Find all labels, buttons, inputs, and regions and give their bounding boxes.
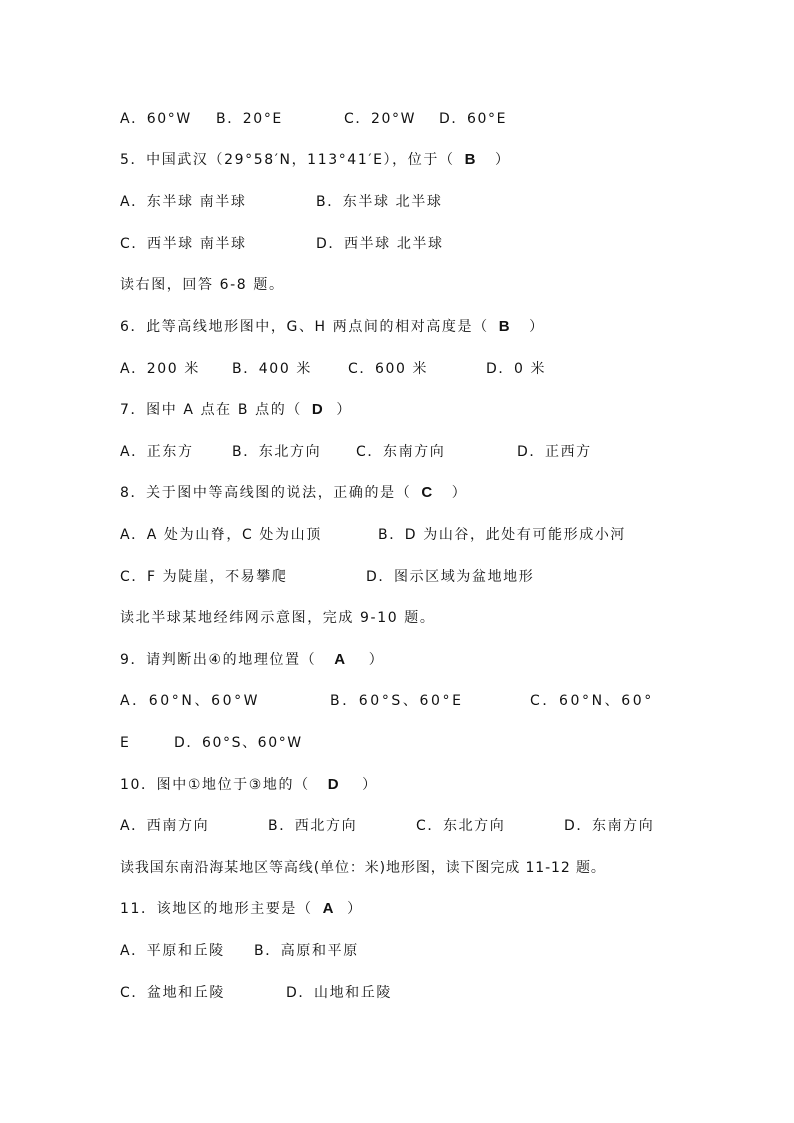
q4-option-a: A．60°W [120, 111, 192, 127]
q10-options [120, 817, 654, 835]
q5-option-b: B．东半球 北半球 [316, 194, 443, 210]
q5-options-row2 [120, 235, 444, 253]
q7-stem [120, 401, 352, 419]
intro-11-12: 读我国东南沿海某地区等高线(单位：米)地形图，读下图完成 11-12 题。 [120, 860, 606, 876]
q9-answer: A [334, 651, 347, 668]
q5-stem [120, 151, 511, 169]
q11-option-c: C．盆地和丘陵 [120, 985, 225, 1001]
q5-options-row1 [120, 193, 442, 211]
q5-text: 5．中国武汉（29°58′N，113°41′E），位于（ [120, 152, 455, 168]
q8-close: ） [451, 485, 468, 501]
q11-close: ） [347, 901, 363, 917]
q7-option-b: B．东北方向 [232, 444, 322, 460]
q4-option-c: C．20°W [344, 111, 417, 127]
intro-6-8: 读右图，回答 6-8 题。 [120, 277, 285, 293]
q11-answer: A [322, 900, 336, 917]
q5-close: ） [495, 152, 511, 168]
q7-option-d: D．正西方 [517, 444, 592, 460]
q11-option-a: A．平原和丘陵 [120, 943, 225, 959]
q8-option-b: B．D 为山谷，此处有可能形成小河 [378, 527, 627, 543]
q8-options-row2 [120, 568, 534, 586]
q7-option-a: A．正东方 [120, 444, 194, 460]
q4-options [120, 110, 507, 128]
q6-text: 6．此等高线地形图中，G、H 两点间的相对高度是（ [120, 319, 489, 335]
q9-options-row1 [120, 692, 654, 710]
q9-stem [120, 651, 384, 669]
q10-option-d: D．东南方向 [564, 818, 655, 834]
q10-close: ） [362, 777, 378, 793]
q11-options-row1 [120, 942, 359, 960]
q9-option-c-cont: E [120, 735, 131, 751]
q8-option-a: A．A 处为山脊，C 处为山顶 [120, 527, 322, 543]
q11-option-b: B．高原和平原 [254, 943, 359, 959]
q6-options [120, 360, 546, 378]
q11-stem [120, 900, 363, 918]
q11-options-row2 [120, 984, 392, 1002]
q10-option-a: A．西南方向 [120, 818, 210, 834]
q4-option-d: D．60°E [439, 111, 508, 127]
q7-option-c: C．东南方向 [356, 444, 446, 460]
q6-option-c: C．600 米 [348, 361, 429, 377]
q8-text: 8．关于图中等高线图的说法，正确的是（ [120, 485, 412, 501]
q8-option-d: D．图示区域为盆地地形 [366, 569, 535, 585]
q10-option-c: C．东北方向 [416, 818, 506, 834]
q10-answer: D [327, 776, 341, 793]
intro-9-10: 读北半球某地经纬网示意图，完成 9-10 题。 [120, 610, 436, 626]
q9-option-a: A．60°N、60°W [120, 693, 261, 709]
q5-option-c: C．西半球 南半球 [120, 236, 247, 252]
q6-answer: B [498, 318, 512, 335]
q5-option-a: A．东半球 南半球 [120, 194, 247, 210]
q7-close: ） [336, 402, 352, 418]
q6-option-a: A．200 米 [120, 361, 200, 377]
q5-option-d: D．西半球 北半球 [316, 236, 444, 252]
q6-option-d: D．0 米 [486, 361, 547, 377]
q9-option-b: B．60°S、60°E [330, 693, 464, 709]
q8-option-c: C．F 为陡崖，不易攀爬 [120, 569, 288, 585]
q8-options-row1 [120, 526, 626, 544]
q11-text: 11．该地区的地形主要是（ [120, 901, 313, 917]
q9-close: ） [368, 652, 385, 668]
q9-option-c: C．60°N、60° [530, 693, 654, 709]
q7-answer: D [311, 401, 325, 418]
q9-options-row2 [120, 734, 303, 752]
q5-answer: B [464, 151, 477, 168]
q8-stem [120, 484, 467, 502]
q6-option-b: B．400 米 [232, 361, 312, 377]
q8-answer: C [421, 484, 434, 501]
q4-option-b: B．20°E [216, 111, 283, 127]
q9-text: 9．请判断出④的地理位置（ [120, 652, 317, 668]
q9-option-d: D．60°S、60°W [174, 735, 303, 751]
q6-stem [120, 318, 545, 336]
q7-options [120, 443, 592, 461]
q6-close: ） [529, 319, 545, 335]
q7-text: 7．图中 A 点在 B 点的（ [120, 402, 302, 418]
q10-text: 10．图中①地位于③地的（ [120, 777, 310, 793]
q10-stem [120, 776, 378, 794]
q11-option-d: D．山地和丘陵 [286, 985, 392, 1001]
q10-option-b: B．西北方向 [268, 818, 358, 834]
